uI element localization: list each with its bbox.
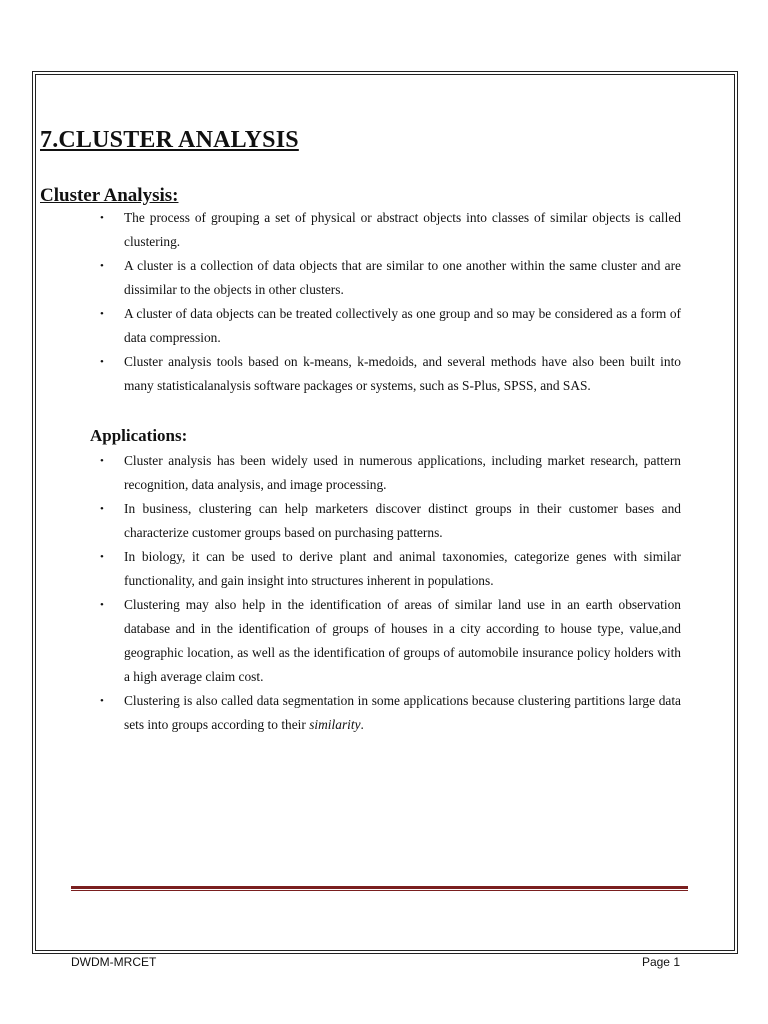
list-item [96, 449, 681, 497]
list-item-text: Cluster analysis has been widely used in numerous applications, including market research, pattern recognition, data analysis, and image processing. [124, 453, 681, 492]
bullet-icon: • [100, 260, 104, 272]
section-heading-applications: Applications: [90, 426, 188, 445]
section-heading-cluster-analysis: Cluster Analysis: [40, 185, 179, 206]
cluster-analysis-list [96, 206, 681, 398]
list-item-text: Cluster analysis tools based on k-means, k-medoids, and several methods have also been built into many statisticalanalysis software packages or systems, such as S-Plus, SPSS, and SAS. [124, 354, 681, 393]
list-item-text: Clustering is also called data segmentation in some applications because clustering partitions large data sets into groups according to their [124, 693, 681, 732]
list-item [96, 593, 681, 689]
document-title: 7.CLUSTER ANALYSIS [40, 127, 299, 153]
bullet-icon: • [100, 212, 104, 224]
list-item-text: Clustering may also help in the identification of areas of similar land use in an earth observation database and in the identification of groups of houses in a city according to house type, value,and geographic location, as well as the identification of groups of automobile insurance policy holders with a high average claim cost. [124, 597, 681, 684]
footer-label: DWDM-MRCET [71, 955, 157, 969]
bullet-icon: • [100, 455, 104, 467]
list-item-text: In biology, it can be used to derive plant and animal taxonomies, categorize genes with similar functionality, and gain insight into structures inherent in populations. [124, 549, 681, 588]
bullet-icon: • [100, 308, 104, 320]
list-item [96, 254, 681, 302]
list-item-text: A cluster is a collection of data objects that are similar to one another within the same cluster and are dissimilar to the objects in other clusters. [124, 258, 681, 297]
bullet-icon: • [100, 551, 104, 563]
bullet-icon: • [100, 356, 104, 368]
bullet-icon: • [100, 695, 104, 707]
list-item [96, 302, 681, 350]
list-item [96, 545, 681, 593]
applications-list [96, 449, 681, 737]
list-item-text: The process of grouping a set of physical or abstract objects into classes of similar objects is called clustering. [124, 210, 681, 249]
sentence-end: . [360, 717, 364, 732]
page-number: Page 1 [641, 955, 680, 969]
list-item [96, 689, 681, 737]
list-item [96, 497, 681, 545]
list-item-text: In business, clustering can help marketers discover distinct groups in their customer bases and characterize customer groups based on purchasing patterns. [124, 501, 681, 540]
emphasized-word: similarity [309, 717, 361, 732]
list-item [96, 350, 681, 398]
list-item [96, 206, 681, 254]
bullet-icon: • [100, 599, 104, 611]
bullet-icon: • [100, 503, 104, 515]
footer-divider [71, 886, 688, 891]
list-item-text: A cluster of data objects can be treated collectively as one group and so may be considered as a form of data compression. [124, 306, 681, 345]
